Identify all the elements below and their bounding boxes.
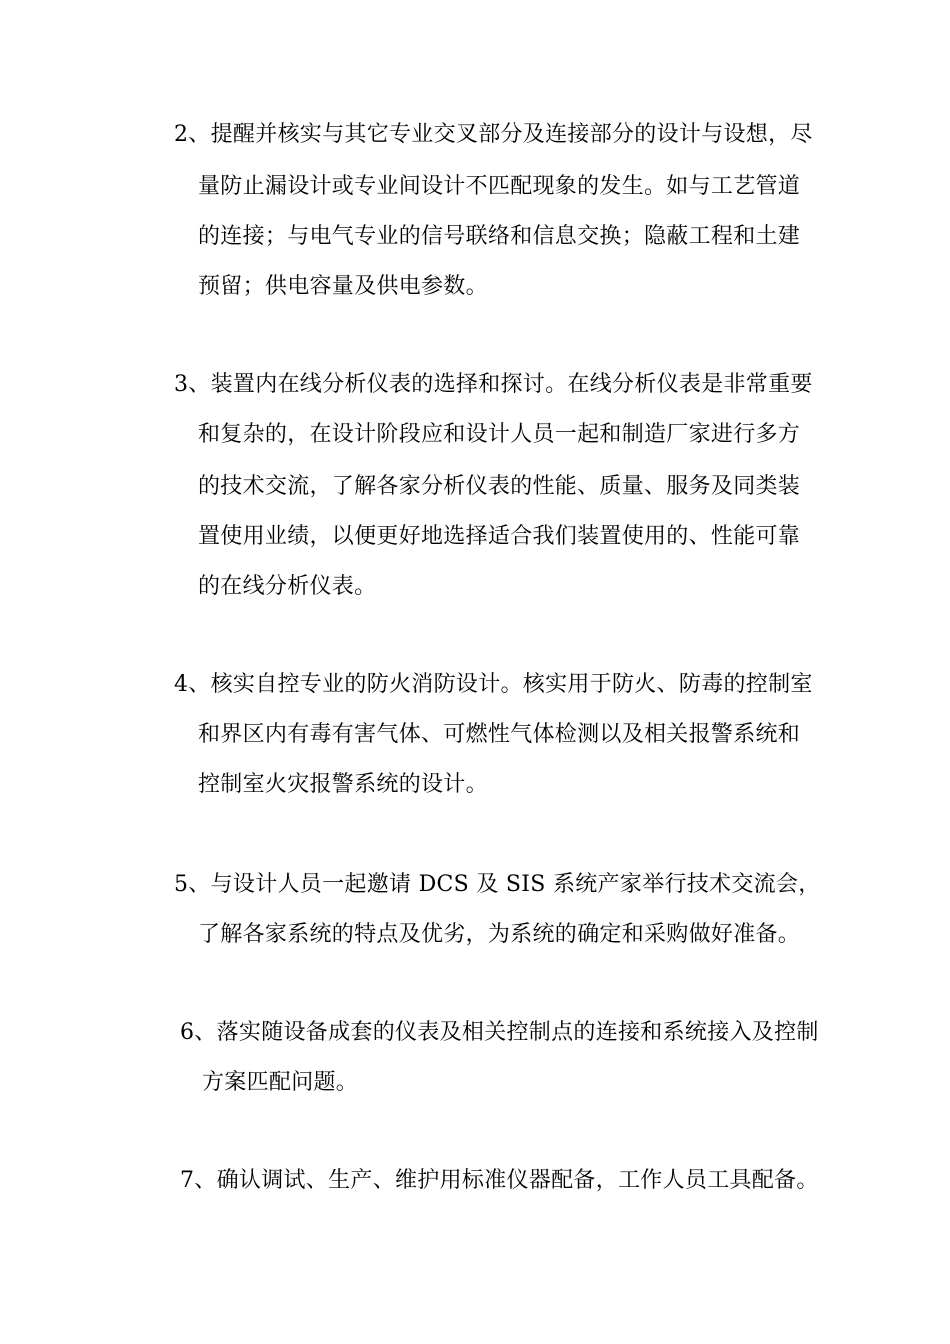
item-4-line-2: 和界区内有毒有害气体、可燃性气体检测以及相关报警系统和 bbox=[198, 722, 801, 747]
item-2-line-4: 预留；供电容量及供电参数。 bbox=[198, 274, 488, 299]
item-4-line-3: 控制室火灾报警系统的设计。 bbox=[198, 772, 488, 797]
item-6-line-2: 方案匹配问题。 bbox=[202, 1070, 359, 1095]
item-5-line-1: 5、与设计人员一起邀请 DCS 及 SIS 系统产家举行技术交流会， bbox=[174, 872, 821, 897]
item-2-line-3: 的连接；与电气专业的信号联络和信息交换；隐蔽工程和土建 bbox=[198, 224, 801, 249]
item-3-line-4: 置使用业绩，以便更好地选择适合我们装置使用的、性能可靠 bbox=[198, 524, 801, 549]
item-2-line-1: 2、提醒并核实与其它专业交叉部分及连接部分的设计与设想，尽 bbox=[174, 122, 813, 147]
item-2-line-2: 量防止漏设计或专业间设计不匹配现象的发生。如与工艺管道 bbox=[198, 174, 801, 199]
item-7-line-1: 7、确认调试、生产、维护用标准仪器配备，工作人员工具配备。 bbox=[180, 1168, 819, 1193]
item-3-line-2: 和复杂的，在设计阶段应和设计人员一起和制造厂家进行多方 bbox=[198, 422, 801, 447]
item-5-line-2: 了解各家系统的特点及优劣，为系统的确定和采购做好准备。 bbox=[198, 922, 801, 947]
item-6-line-1: 6、落实随设备成套的仪表及相关控制点的连接和系统接入及控制 bbox=[180, 1020, 819, 1045]
item-3-line-5: 的在线分析仪表。 bbox=[198, 574, 377, 599]
item-3-line-1: 3、装置内在线分析仪表的选择和探讨。在线分析仪表是非常重要 bbox=[174, 372, 813, 397]
item-4-line-1: 4、核实自控专业的防火消防设计。核实用于防火、防毒的控制室 bbox=[174, 672, 813, 697]
item-3-line-3: 的技术交流，了解各家分析仪表的性能、质量、服务及同类装 bbox=[198, 474, 801, 499]
